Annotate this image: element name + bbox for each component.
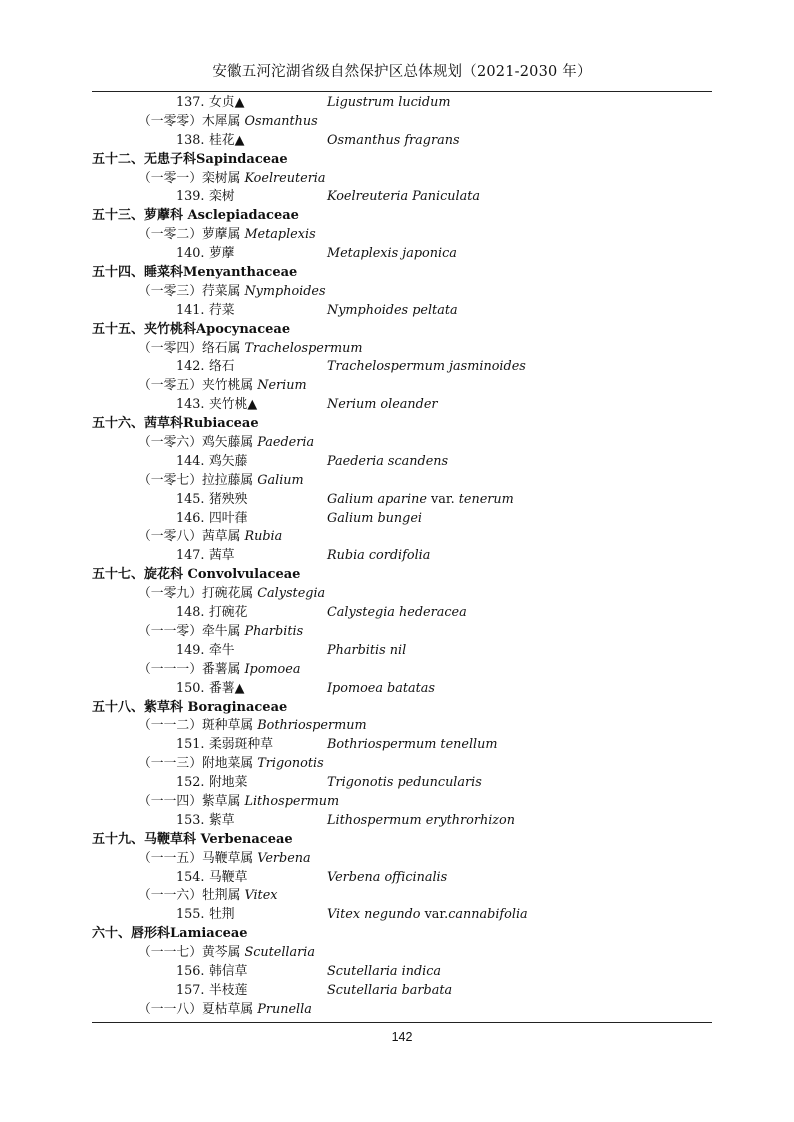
species-latin bbox=[327, 812, 515, 831]
species-row bbox=[0, 302, 794, 321]
genus-cn: （一零九）打碗花属 bbox=[138, 586, 254, 602]
genus-latin: Nerium bbox=[257, 378, 307, 394]
genus-label bbox=[138, 887, 278, 906]
species-cn-name: 络石 bbox=[209, 359, 235, 375]
species-number: 154. bbox=[176, 869, 205, 885]
genus-heading bbox=[0, 887, 794, 906]
species-row bbox=[0, 774, 794, 793]
species-latin bbox=[327, 642, 406, 661]
species-cn-name: 半枝莲 bbox=[209, 982, 248, 998]
family-heading bbox=[0, 151, 794, 170]
species-cn-name: 萝藦 bbox=[209, 246, 235, 262]
species-row bbox=[0, 245, 794, 264]
genus-heading bbox=[0, 793, 794, 812]
genus-cn: （一一零）牵牛属 bbox=[138, 623, 241, 639]
species-number: 150. bbox=[176, 680, 205, 696]
genus-heading bbox=[0, 434, 794, 453]
species-number: 157. bbox=[176, 982, 205, 998]
family-label bbox=[92, 699, 287, 718]
species-row bbox=[0, 132, 794, 151]
species-cn-name: 女贞▲ bbox=[209, 95, 245, 110]
species-latin bbox=[327, 774, 482, 793]
species-cn-name: 鸡矢藤 bbox=[209, 453, 248, 469]
species-cn-name: 打碗花 bbox=[209, 605, 248, 621]
species-row bbox=[0, 982, 794, 1001]
species-row bbox=[0, 94, 794, 113]
species-cn-name: 番薯▲ bbox=[209, 680, 245, 696]
family-heading bbox=[0, 264, 794, 283]
species-latin bbox=[327, 132, 460, 151]
header-rule bbox=[92, 91, 712, 92]
species-latin-main: Paederia scandens bbox=[327, 453, 449, 469]
species-latin bbox=[327, 358, 526, 377]
species-number: 148. bbox=[176, 605, 205, 621]
family-label bbox=[92, 321, 290, 340]
species-latin-main: Nymphoides peltata bbox=[327, 302, 458, 318]
genus-label bbox=[138, 717, 367, 736]
genus-cn: （一零七）拉拉藤属 bbox=[138, 472, 254, 488]
species-number: 144. bbox=[176, 453, 205, 469]
family-heading bbox=[0, 207, 794, 226]
genus-cn: （一一五）马鞭草属 bbox=[138, 850, 254, 866]
genus-latin: Metaplexis bbox=[244, 227, 316, 243]
species-latin bbox=[327, 510, 422, 529]
species-latin-var: var. bbox=[420, 907, 449, 923]
genus-latin: Osmanthus bbox=[244, 113, 318, 129]
species-row bbox=[0, 812, 794, 831]
species-cn-name: 桂花▲ bbox=[209, 132, 245, 148]
species-row bbox=[0, 491, 794, 510]
species-row bbox=[0, 547, 794, 566]
genus-heading bbox=[0, 226, 794, 245]
species-number: 143. bbox=[176, 397, 205, 413]
species-number: 156. bbox=[176, 963, 205, 979]
species-latin bbox=[327, 906, 528, 925]
species-latin bbox=[327, 547, 430, 566]
family-cn: 五十五、夹竹桃科 bbox=[92, 321, 197, 337]
genus-heading bbox=[0, 944, 794, 963]
species-row bbox=[0, 963, 794, 982]
genus-cn: （一一一）番薯属 bbox=[138, 661, 241, 677]
species-number: 142. bbox=[176, 359, 205, 375]
genus-latin: Galium bbox=[257, 472, 304, 488]
species-latin bbox=[327, 188, 480, 207]
family-latin: Convolvulaceae bbox=[183, 567, 301, 583]
species-cn-name: 茜草 bbox=[209, 548, 235, 564]
genus-label bbox=[138, 226, 316, 245]
genus-latin: Koelreuteria bbox=[244, 170, 326, 186]
species-row bbox=[0, 680, 794, 699]
species-latin bbox=[327, 491, 514, 510]
genus-cn: （一一六）牡荆属 bbox=[138, 888, 241, 904]
family-cn: 五十六、茜草科 bbox=[92, 416, 184, 432]
genus-heading bbox=[0, 717, 794, 736]
species-row bbox=[0, 510, 794, 529]
species-latin-main: Lithospermum erythrorhizon bbox=[327, 812, 515, 828]
species-latin-main: Trigonotis peduncularis bbox=[327, 775, 482, 791]
genus-latin: Calystegia bbox=[257, 586, 326, 602]
species-list bbox=[0, 94, 794, 1020]
genus-heading bbox=[0, 850, 794, 869]
species-latin-main: Vitex negundo bbox=[327, 907, 421, 923]
species-row bbox=[0, 604, 794, 623]
species-latin bbox=[327, 302, 458, 321]
genus-cn: （一零零）木犀属 bbox=[138, 113, 241, 129]
genus-latin: Nymphoides bbox=[244, 283, 326, 299]
genus-cn: （一零五）夹竹桃属 bbox=[138, 378, 254, 394]
species-cn-name: 附地菜 bbox=[209, 775, 248, 791]
species-latin bbox=[327, 396, 438, 415]
family-cn: 五十七、旋花科 bbox=[92, 567, 184, 583]
family-latin: Sapindaceae bbox=[196, 151, 288, 167]
genus-heading bbox=[0, 661, 794, 680]
genus-cn: （一零一）栾树属 bbox=[138, 170, 241, 186]
species-number: 146. bbox=[176, 510, 205, 526]
genus-label bbox=[138, 434, 314, 453]
genus-label bbox=[138, 944, 315, 963]
genus-latin: Lithospermum bbox=[244, 793, 340, 809]
genus-latin: Vitex bbox=[244, 888, 278, 904]
family-latin: Boraginaceae bbox=[183, 699, 288, 715]
species-cn-name: 猪殃殃 bbox=[209, 491, 248, 507]
species-latin-main: Pharbitis nil bbox=[327, 642, 407, 658]
species-latin bbox=[327, 869, 447, 888]
species-row bbox=[0, 453, 794, 472]
genus-cn: （一一八）夏枯草属 bbox=[138, 1001, 254, 1017]
family-cn: 五十八、紫草科 bbox=[92, 699, 184, 715]
species-latin bbox=[327, 736, 498, 755]
genus-label bbox=[138, 585, 325, 604]
species-cn-name: 荇菜 bbox=[209, 302, 235, 318]
species-latin bbox=[327, 680, 435, 699]
genus-cn: （一一四）紫草属 bbox=[138, 793, 241, 809]
family-cn: 五十四、睡菜科 bbox=[92, 265, 184, 281]
genus-label bbox=[138, 755, 324, 774]
species-latin-main: Scutellaria indica bbox=[327, 963, 442, 979]
genus-latin: Trigonotis bbox=[257, 756, 324, 772]
genus-label bbox=[138, 793, 339, 812]
family-cn: 六十、唇形科 bbox=[92, 926, 171, 942]
genus-label bbox=[138, 283, 326, 302]
species-latin-main: Scutellaria barbata bbox=[327, 982, 453, 998]
species-latin-var: var. bbox=[426, 491, 459, 507]
genus-label bbox=[138, 113, 318, 132]
family-heading bbox=[0, 831, 794, 850]
genus-cn: （一零八）茜草属 bbox=[138, 529, 241, 545]
species-cn-name: 夹竹桃▲ bbox=[209, 397, 258, 413]
genus-cn: （一一七）黄芩属 bbox=[138, 945, 241, 961]
genus-latin: Paederia bbox=[257, 435, 315, 451]
species-cn-name: 马鞭草 bbox=[209, 869, 248, 885]
species-latin bbox=[327, 604, 467, 623]
species-latin bbox=[327, 245, 457, 264]
species-number: 152. bbox=[176, 775, 205, 791]
genus-label bbox=[138, 850, 311, 869]
genus-label bbox=[138, 340, 362, 359]
genus-heading bbox=[0, 1001, 794, 1020]
genus-label bbox=[138, 661, 300, 680]
genus-heading bbox=[0, 472, 794, 491]
species-row bbox=[0, 736, 794, 755]
species-row bbox=[0, 869, 794, 888]
footer-rule bbox=[92, 1022, 712, 1023]
family-label bbox=[92, 925, 248, 944]
species-number: 155. bbox=[176, 907, 205, 923]
genus-heading bbox=[0, 528, 794, 547]
family-heading bbox=[0, 566, 794, 585]
genus-heading bbox=[0, 340, 794, 359]
species-latin-main: Galium bungei bbox=[327, 510, 423, 526]
family-label bbox=[92, 566, 300, 585]
genus-latin: Trachelospermum bbox=[244, 340, 363, 356]
species-cn-name: 牵牛 bbox=[209, 642, 235, 658]
species-row bbox=[0, 188, 794, 207]
species-number: 147. bbox=[176, 548, 205, 564]
genus-heading bbox=[0, 283, 794, 302]
species-latin-main: Trachelospermum jasminoides bbox=[327, 359, 526, 375]
species-cn-name: 柔弱斑种草 bbox=[209, 737, 273, 753]
species-cn-name: 四叶葎 bbox=[209, 510, 248, 526]
genus-latin: Bothriospermum bbox=[257, 718, 367, 734]
species-cn-name: 栾树 bbox=[209, 189, 235, 205]
genus-cn: （一零二）萝藦属 bbox=[138, 227, 241, 243]
page-header: 安徽五河沱湖省级自然保护区总体规划（2021-2030 年） bbox=[212, 64, 592, 80]
genus-cn: （一零四）络石属 bbox=[138, 340, 241, 356]
species-latin-main: Galium aparine bbox=[327, 491, 427, 507]
species-number: 138. bbox=[176, 132, 205, 148]
family-heading bbox=[0, 321, 794, 340]
species-latin-tail: cannabifolia bbox=[448, 907, 528, 923]
genus-cn: （一零六）鸡矢藤属 bbox=[138, 435, 254, 451]
species-number: 149. bbox=[176, 642, 205, 658]
family-latin: Rubiaceae bbox=[183, 416, 259, 432]
species-number: 151. bbox=[176, 737, 205, 753]
genus-cn: （一一二）斑种草属 bbox=[138, 718, 254, 734]
species-latin-main: Metaplexis japonica bbox=[327, 246, 457, 262]
species-latin-main: Osmanthus fragrans bbox=[327, 132, 460, 148]
family-label bbox=[92, 831, 293, 850]
family-heading bbox=[0, 925, 794, 944]
species-number: 139. bbox=[176, 189, 205, 205]
species-number: 137. bbox=[176, 95, 205, 110]
species-latin-main: Ligustrum lucidum bbox=[327, 95, 451, 110]
family-label bbox=[92, 264, 297, 283]
species-latin bbox=[327, 982, 452, 1001]
genus-heading bbox=[0, 170, 794, 189]
genus-label bbox=[138, 1001, 312, 1020]
genus-heading bbox=[0, 755, 794, 774]
family-label bbox=[92, 207, 299, 226]
genus-label bbox=[138, 170, 326, 189]
genus-cn: （一一三）附地菜属 bbox=[138, 756, 254, 772]
species-latin-main: Rubia cordifolia bbox=[327, 548, 431, 564]
genus-latin: Scutellaria bbox=[244, 945, 315, 961]
species-number: 140. bbox=[176, 246, 205, 262]
species-latin bbox=[327, 963, 441, 982]
species-number: 153. bbox=[176, 812, 205, 828]
family-latin: Menyanthaceae bbox=[183, 265, 298, 281]
genus-label bbox=[138, 623, 303, 642]
family-cn: 五十三、萝藦科 bbox=[92, 208, 184, 224]
genus-heading bbox=[0, 377, 794, 396]
genus-cn: （一零三）荇菜属 bbox=[138, 283, 241, 299]
family-latin: Lamiaceae bbox=[170, 926, 248, 942]
family-cn: 五十二、无患子科 bbox=[92, 151, 197, 167]
genus-latin: Rubia bbox=[244, 529, 283, 545]
family-cn: 五十九、马鞭草科 bbox=[92, 831, 197, 847]
genus-latin: Prunella bbox=[257, 1001, 312, 1017]
genus-heading bbox=[0, 623, 794, 642]
species-cn-name: 紫草 bbox=[209, 812, 235, 828]
species-latin bbox=[327, 453, 448, 472]
genus-heading bbox=[0, 113, 794, 132]
species-row bbox=[0, 906, 794, 925]
species-latin bbox=[327, 94, 450, 113]
family-label bbox=[92, 415, 259, 434]
species-number: 141. bbox=[176, 302, 205, 318]
family-latin: Verbenaceae bbox=[196, 831, 293, 847]
species-latin-main: Verbena officinalis bbox=[327, 869, 448, 885]
page-number: 142 bbox=[391, 1030, 413, 1044]
species-latin-main: Calystegia hederacea bbox=[327, 605, 467, 621]
family-heading bbox=[0, 699, 794, 718]
genus-label bbox=[138, 528, 282, 547]
species-cn-name: 韩信草 bbox=[209, 963, 248, 979]
species-latin-main: Nerium oleander bbox=[327, 397, 438, 413]
species-row bbox=[0, 358, 794, 377]
genus-latin: Pharbitis bbox=[244, 623, 304, 639]
genus-heading bbox=[0, 585, 794, 604]
species-latin-main: Bothriospermum tenellum bbox=[327, 737, 498, 753]
genus-latin: Verbena bbox=[257, 850, 311, 866]
species-number: 145. bbox=[176, 491, 205, 507]
species-latin-main: Koelreuteria Paniculata bbox=[327, 189, 481, 205]
species-latin-main: Ipomoea batatas bbox=[327, 680, 435, 696]
species-cn-name: 牡荆 bbox=[209, 907, 235, 923]
species-latin-tail: tenerum bbox=[458, 491, 514, 507]
species-row bbox=[0, 642, 794, 661]
family-latin: Asclepiadaceae bbox=[183, 208, 299, 224]
species-row bbox=[0, 396, 794, 415]
genus-label bbox=[138, 377, 307, 396]
family-heading bbox=[0, 415, 794, 434]
family-label bbox=[92, 151, 288, 170]
family-latin: Apocynaceae bbox=[196, 321, 291, 337]
genus-latin: Ipomoea bbox=[244, 661, 301, 677]
genus-label bbox=[138, 472, 304, 491]
